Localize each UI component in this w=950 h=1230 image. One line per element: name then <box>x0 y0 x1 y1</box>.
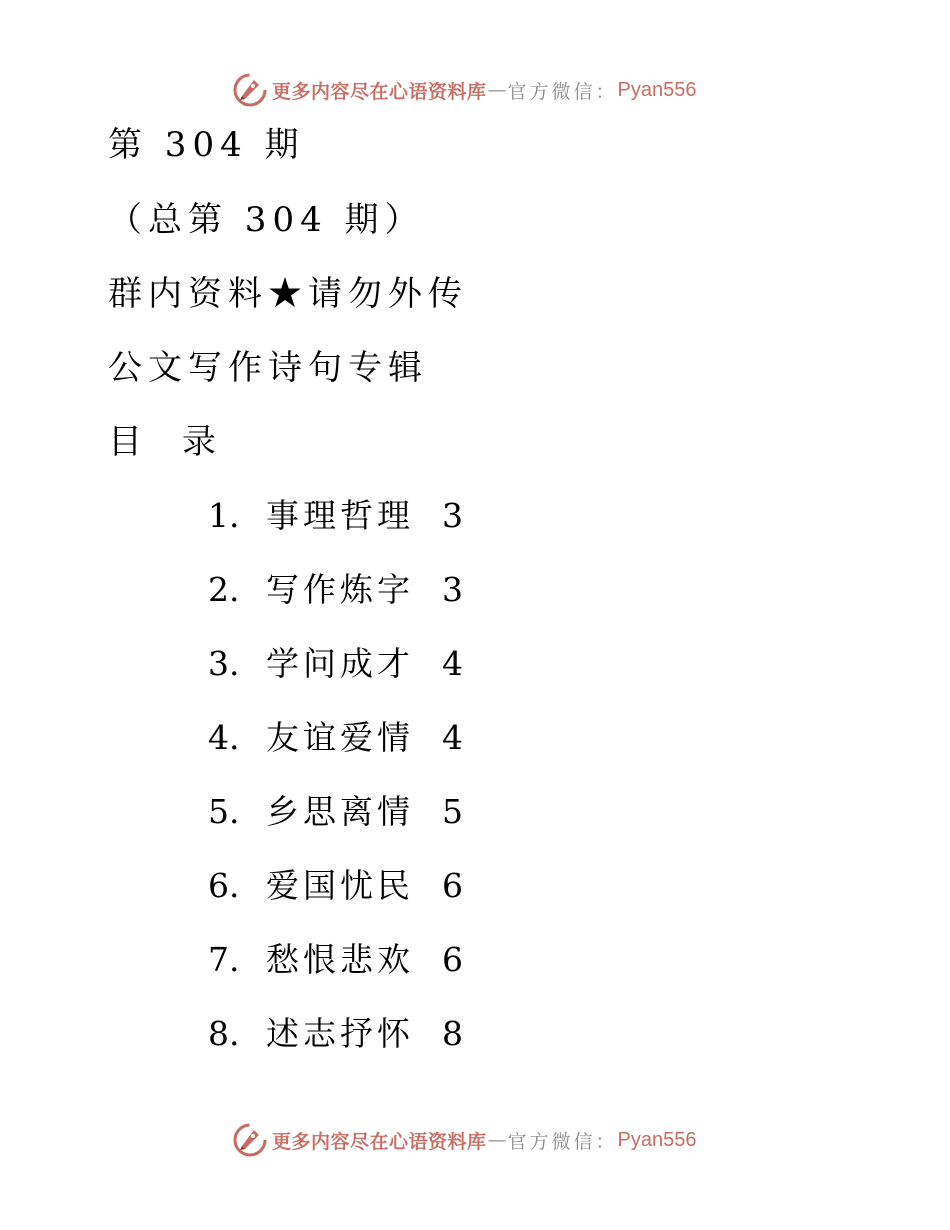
toc-item-title: 爱国忧民 <box>266 866 414 905</box>
toc-item-page: 8 <box>442 1014 463 1053</box>
toc-item-number: 4. <box>208 718 240 757</box>
toc-item[interactable] <box>208 718 463 792</box>
toc-item-number: 2. <box>208 570 240 609</box>
toc-item[interactable] <box>208 940 463 1014</box>
watermark-wechat-label: 官方微信： <box>507 1130 618 1153</box>
toc-item-page: 6 <box>442 940 463 979</box>
toc-item[interactable] <box>208 644 463 718</box>
toc-item-page: 5 <box>442 792 463 831</box>
toc-item-title: 乡思离情 <box>266 792 414 831</box>
toc-item-number: 6. <box>208 866 240 905</box>
toc-item-title: 写作炼字 <box>266 570 414 609</box>
watermark-dash: — <box>487 79 507 101</box>
toc-item-number: 8. <box>208 1014 240 1053</box>
toc-heading-char-1: 目 <box>108 422 142 462</box>
watermark-wechat-id: Pyan556 <box>617 1128 697 1151</box>
issue-number: 第 304 期 <box>108 125 305 165</box>
pen-nib-logo-icon <box>232 72 268 108</box>
toc-item-page: 3 <box>442 496 463 535</box>
toc-item-number: 5. <box>208 792 240 831</box>
toc-item[interactable] <box>208 866 463 940</box>
toc-item-page: 6 <box>442 866 463 905</box>
toc-item-title: 友谊爱情 <box>266 718 414 757</box>
document-topic: 公文写作诗句专辑 <box>108 348 428 388</box>
toc-item-number: 3. <box>208 644 240 683</box>
toc-item-title: 事理哲理 <box>266 496 414 535</box>
toc-heading <box>108 422 216 462</box>
watermark-wechat-id: Pyan556 <box>617 78 697 101</box>
toc-list <box>208 496 463 1088</box>
toc-item[interactable] <box>208 496 463 570</box>
watermark-footer <box>232 1120 697 1160</box>
toc-item-number: 1. <box>208 496 240 535</box>
toc-item-number: 7. <box>208 940 240 979</box>
toc-item-title: 述志抒怀 <box>266 1014 414 1053</box>
toc-item-page: 4 <box>442 718 463 757</box>
toc-item[interactable] <box>208 570 463 644</box>
watermark-site-text: 更多内容尽在心语资料库 <box>272 80 487 103</box>
toc-item[interactable] <box>208 1014 463 1088</box>
toc-item-title: 学问成才 <box>266 644 414 683</box>
toc-item-page: 3 <box>442 570 463 609</box>
watermark-header <box>232 70 697 110</box>
confidential-notice: 群内资料★请勿外传 <box>108 274 468 314</box>
total-issue-number: （总第 304 期） <box>108 200 425 240</box>
toc-item-title: 愁恨悲欢 <box>266 940 414 979</box>
toc-item-page: 4 <box>442 644 463 683</box>
watermark-site-text: 更多内容尽在心语资料库 <box>272 1130 487 1153</box>
toc-heading-char-2: 录 <box>182 422 216 462</box>
watermark-dash: — <box>487 1129 507 1151</box>
pen-nib-logo-icon <box>232 1122 268 1158</box>
toc-item[interactable] <box>208 792 463 866</box>
watermark-wechat-label: 官方微信： <box>507 80 618 103</box>
